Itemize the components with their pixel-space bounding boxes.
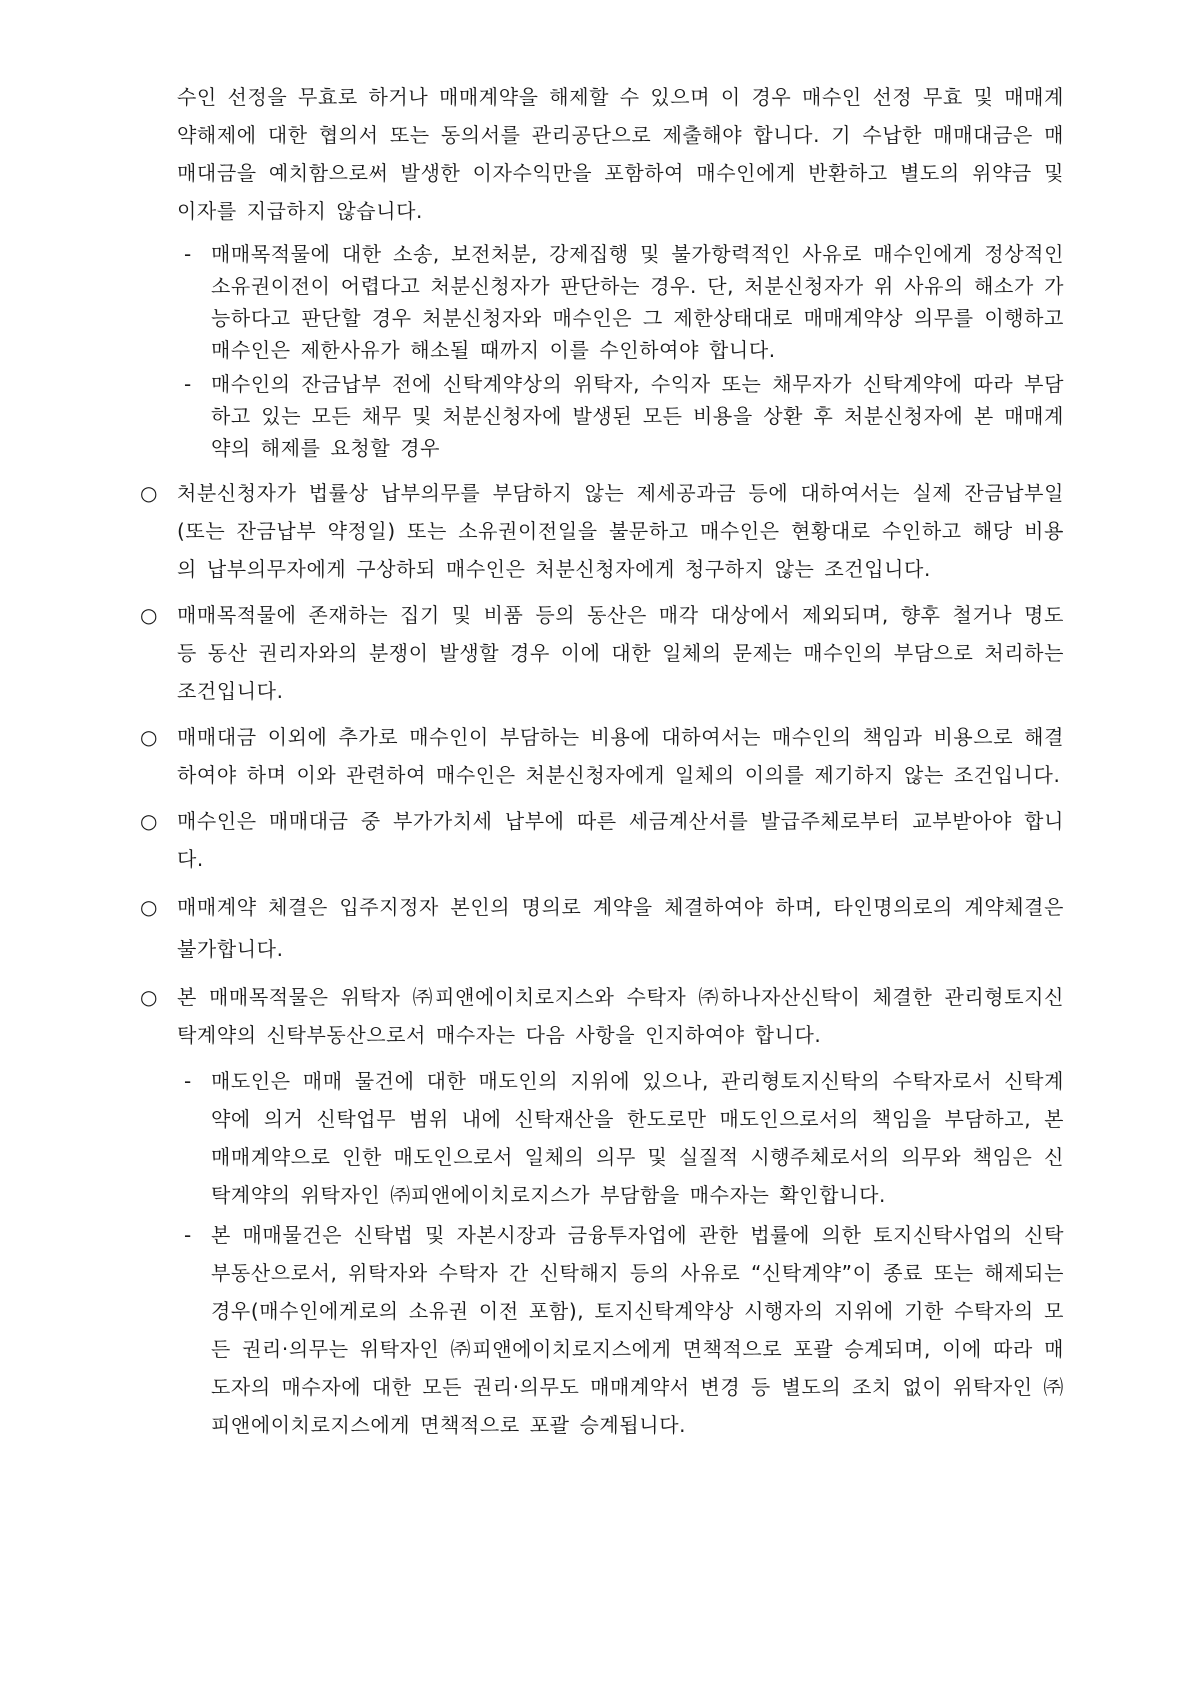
list-item-4 xyxy=(140,802,1064,878)
intro-dash-item-2 xyxy=(184,368,1064,464)
list-item-6 xyxy=(140,978,1064,1054)
list-item-text: 매매대금 이외에 추가로 매수인이 부담하는 비용에 대하여서는 매수인의 책임과 비용으로 해결하여야 하며 이와 관련하여 매수인은 처분신청자에게 일체의 이의를 제기하지 않는 조건입니다. xyxy=(177,725,1064,787)
intro-paragraph: 수인 선정을 무효로 하거나 매매계약을 해제할 수 있으며 이 경우 매수인 선정 무효 및 매매계약해제에 대한 협의서 또는 동의서를 관리공단으로 제출해야 합니다. 기 수납한 매매대금은 매매대금을 예치함으로써 발생한 이자수익만을 포함하여 매수인에게 반환하고 별도의 위약금 및 이자를 지급하지 않습니다. xyxy=(177,85,1064,223)
dash-text: 본 매매물건은 신탁법 및 자본시장과 금융투자업에 관한 법률에 의한 토지신탁사업의 신탁 부동산으로서, 위탁자와 수탁자 간 신탁해지 등의 사유로 “신탁계약”이 종료 또는 해제되는 경우(매수인에게로의 소유권 이전 포함), 토지신탁계약상 시행자의 지위에 기한 수탁자의 모든 권리·의무는 위탁자인 ㈜피앤에이치로지스에게 면책적으로 포괄 승계되며, 이에 따라 매도자의 매수자에 대한 모든 권리·의무도 매매계약서 변경 등 별도의 조치 없이 위탁자인 ㈜피앤에이치로지스에게 면책적으로 포괄 승계됩니다. xyxy=(211,1223,1064,1437)
list-item-text: 매매계약 체결은 입주지정자 본인의 명의로 계약을 체결하여야 하며, 타인명의로의 계약체결은 불가합니다. xyxy=(177,895,1064,961)
circle-bullet-icon: ○ xyxy=(140,603,159,627)
circle-bullet-icon: ○ xyxy=(140,481,159,505)
dash-mark: - xyxy=(184,1069,192,1093)
list-item-5 xyxy=(140,886,1064,970)
list-item-text: 매매목적물에 존재하는 집기 및 비품 등의 동산은 매각 대상에서 제외되며, 향후 철거나 명도 등 동산 권리자와의 분쟁이 발생할 경우 이에 대한 일체의 문제는 매수인의 부담으로 처리하는 조건입니다. xyxy=(177,603,1064,703)
circle-bullet-icon: ○ xyxy=(140,809,159,833)
circle-bullet-icon: ○ xyxy=(140,725,159,749)
list-item-6-dash-1 xyxy=(184,1062,1064,1214)
list-item-text: 매수인은 매매대금 중 부가가치세 납부에 따른 세금계산서를 발급주체로부터 교부받아야 합니다. xyxy=(177,809,1064,871)
dash-text: 매매목적물에 대한 소송, 보전처분, 강제집행 및 불가항력적인 사유로 매수인에게 정상적인 소유권이전이 어렵다고 처분신청자가 판단하는 경우. 단, 처분신청자가 위 사유의 해소가 가능하다고 판단할 경우 처분신청자와 매수인은 그 제한상태대로 매매계약상 의무를 이행하고 매수인은 제한사유가 해소될 때까지 이를 수인하여야 합니다. xyxy=(211,242,1064,362)
list-item-2 xyxy=(140,596,1064,710)
dash-text: 매도인은 매매 물건에 대한 매도인의 지위에 있으나, 관리형토지신탁의 수탁자로서 신탁계약에 의거 신탁업무 범위 내에 신탁재산을 한도로만 매도인으로서의 책임을 부담하고, 본 매매계약으로 인한 매도인으로서 일체의 의무 및 실질적 시행주체로서의 의무와 책임은 신탁계약의 위탁자인 ㈜피앤에이치로지스가 부담함을 매수자는 확인합니다. xyxy=(211,1069,1064,1207)
dash-mark: - xyxy=(184,242,192,266)
dash-mark: - xyxy=(184,372,192,396)
circle-bullet-icon: ○ xyxy=(140,985,159,1009)
dash-text: 매수인의 잔금납부 전에 신탁계약상의 위탁자, 수익자 또는 채무자가 신탁계약에 따라 부담하고 있는 모든 채무 및 처분신청자에 발생된 모든 비용을 상환 후 처분신청자에 본 매매계약의 해제를 요청할 경우 xyxy=(211,372,1064,460)
list-item-6-dash-2 xyxy=(184,1216,1064,1444)
dash-mark: - xyxy=(184,1223,192,1247)
circle-bullet-icon: ○ xyxy=(140,895,159,919)
list-item-text: 처분신청자가 법률상 납부의무를 부담하지 않는 제세공과금 등에 대하여서는 실제 잔금납부일(또는 잔금납부 약정일) 또는 소유권이전일을 불문하고 매수인은 현황대로 수인하고 해당 비용의 납부의무자에게 구상하되 매수인은 처분신청자에게 청구하지 않는 조건입니다. xyxy=(177,481,1064,581)
list-item-1 xyxy=(140,474,1064,588)
list-item-text: 본 매매목적물은 위탁자 ㈜피앤에이치로지스와 수탁자 ㈜하나자산신탁이 체결한 관리형토지신탁계약의 신탁부동산으로서 매수자는 다음 사항을 인지하여야 합니다. xyxy=(177,985,1064,1047)
list-item-3 xyxy=(140,718,1064,794)
intro-dash-item-1 xyxy=(184,238,1064,366)
